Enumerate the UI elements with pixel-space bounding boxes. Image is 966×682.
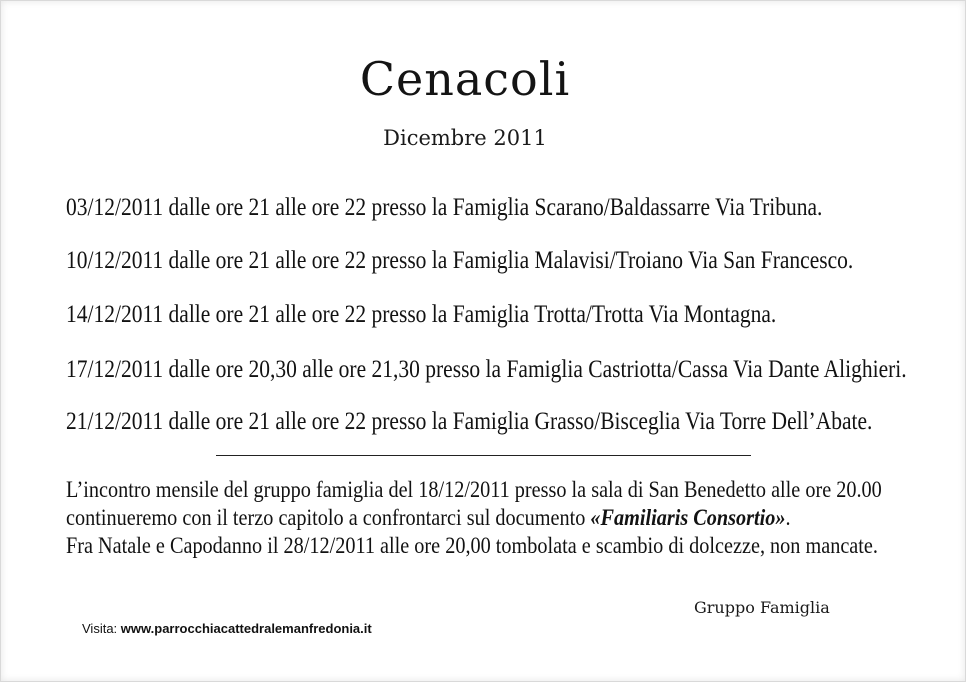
notice-line-2-prefix: continueremo con il terzo capitolo a confrontarci sul documento xyxy=(66,505,591,530)
signature: Gruppo Famiglia xyxy=(694,598,830,617)
event-item: 14/12/2011 dalle ore 21 alle ore 22 presso la Famiglia Trotta/Trotta Via Montagna. xyxy=(66,301,777,328)
visit-footer xyxy=(82,621,372,636)
section-divider xyxy=(216,455,751,456)
notice-paragraph xyxy=(66,476,882,560)
page-subtitle: Dicembre 2011 xyxy=(383,126,547,150)
event-item: 17/12/2011 dalle ore 20,30 alle ore 21,30 presso la Famiglia Castriotta/Cassa Via Dante Alighieri. xyxy=(66,356,907,383)
page-title: Cenacoli xyxy=(359,52,571,106)
notice-line-3: Fra Natale e Capodanno il 28/12/2011 alle ore 20,00 tombolata e scambio di dolcezze, non mancate. xyxy=(66,533,878,558)
document-title: «Familiaris Consortio» xyxy=(590,505,786,530)
visit-label: Visita: xyxy=(82,621,118,636)
event-item: 10/12/2011 dalle ore 21 alle ore 22 presso la Famiglia Malavisi/Troiano Via San Francesco. xyxy=(66,247,854,274)
event-item: 21/12/2011 dalle ore 21 alle ore 22 presso la Famiglia Grasso/Bisceglia Via Torre Dell’Abate. xyxy=(66,408,873,435)
notice-line-2 xyxy=(66,504,858,532)
website-link[interactable]: www.parrocchiacattedralemanfredonia.it xyxy=(120,621,372,636)
notice-line-2-suffix: . xyxy=(785,505,791,530)
event-item: 03/12/2011 dalle ore 21 alle ore 22 presso la Famiglia Scarano/Baldassarre Via Tribuna. xyxy=(66,194,823,221)
notice-line-1: L’incontro mensile del gruppo famiglia del 18/12/2011 presso la sala di San Benedetto alle ore 20.00 xyxy=(66,477,882,502)
